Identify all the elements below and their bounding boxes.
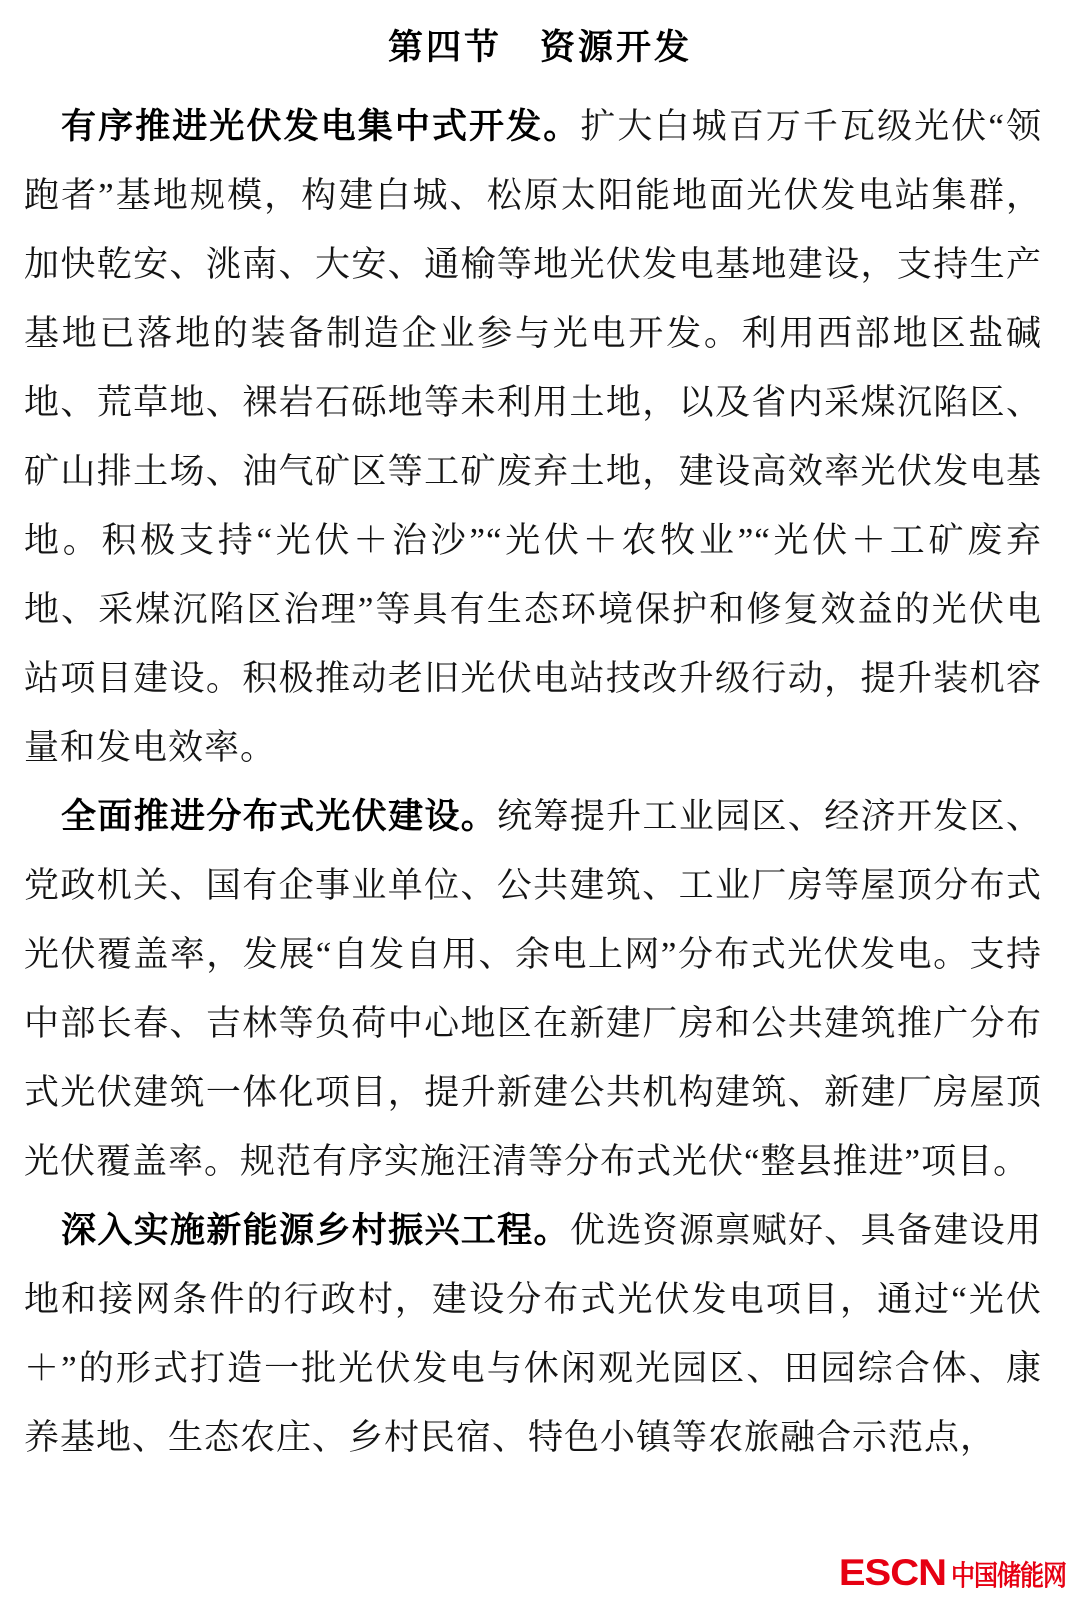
paragraph-distributed-pv <box>24 782 1042 1196</box>
document-body <box>0 92 1080 1472</box>
paragraph-3-lead: 深入实施新能源乡村振兴工程。 <box>61 1211 570 1250</box>
paragraph-1-text: 扩大白城百万千瓦级光伏“领跑者”基地规模，构建白城、松原太阳能地面光伏发电站集群，加快乾安、洮南、大安、通榆等地光伏发电基地建设，支持生产基地已落地的装备制造企业参与光电开发。利用西部地区盐碱地、荒草地、裸岩石砾地等未利用土地，以及省内采煤沉陷区、矿山排土场、油气矿区等工矿废弃土地，建设高效率光伏发电基地。积极支持“光伏＋治沙”“光伏＋农牧业”“光伏＋工矿废弃地、采煤沉陷区治理”等具有生态环境保护和修复效益的光伏电站项目建设。积极推动老旧光伏电站技改升级行动，提升装机容量和发电效率。 <box>24 107 1042 767</box>
paragraph-centralized-pv <box>24 92 1042 782</box>
paragraph-1-lead: 有序推进光伏发电集中式开发。 <box>61 107 581 146</box>
escn-logo-latin-text: ESCN <box>838 1552 946 1594</box>
escn-logo-chinese-text: 中国储能网 <box>951 1560 1066 1592</box>
paragraph-2-text: 统筹提升工业园区、经济开发区、党政机关、国有企事业单位、公共建筑、工业厂房等屋顶分布式光伏覆盖率，发展“自发自用、余电上网”分布式光伏发电。支持中部长春、吉林等负荷中心地区在新建厂房和公共建筑推广分布式光伏建筑一体化项目，提升新建公共机构建筑、新建厂房屋顶光伏覆盖率。规范有序实施汪清等分布式光伏“整县推进”项目。 <box>24 797 1042 1181</box>
paragraph-2-lead: 全面推进分布式光伏建设。 <box>61 797 498 836</box>
paragraph-3-text: 优选资源禀赋好、具备建设用地和接网条件的行政村，建设分布式光伏发电项目，通过“光伏＋”的形式打造一批光伏发电与休闲观光园区、田园综合体、康养基地、生态农庄、乡村民宿、特色小镇等农旅融合示范点， <box>24 1211 1042 1457</box>
escn-logo <box>839 1551 1066 1596</box>
paragraph-rural-revitalization <box>24 1196 1042 1472</box>
section-title: 第四节 资源开发 <box>387 28 692 67</box>
